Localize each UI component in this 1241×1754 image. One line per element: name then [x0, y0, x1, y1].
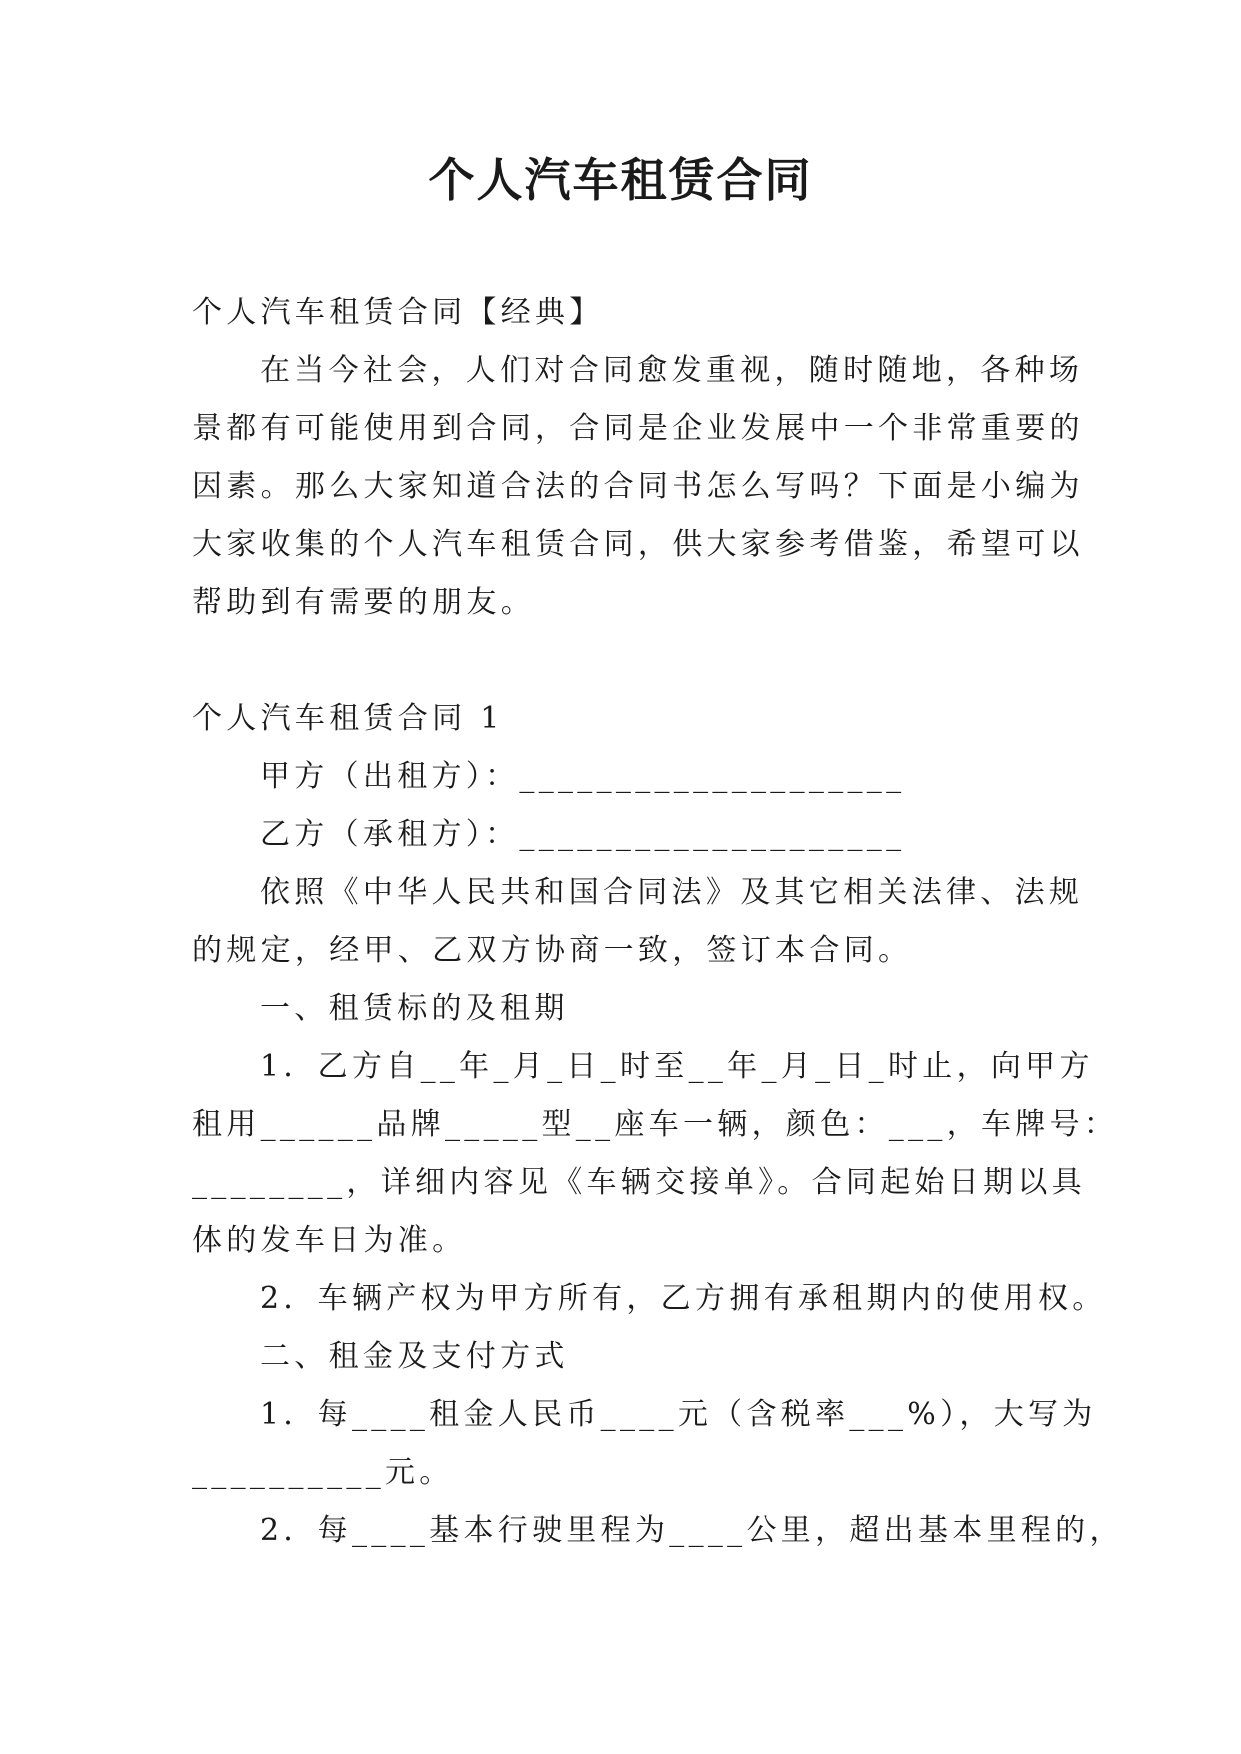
preamble-line: 的规定，经甲、乙双方协商一致，签订本合同。 [192, 933, 913, 968]
document-subtitle: 个人汽车租赁合同【经典】 [192, 295, 604, 330]
article-1-heading: 一、租赁标的及租期 [260, 991, 569, 1026]
intro-line: 大家收集的个人汽车租赁合同，供大家参考借鉴，希望可以 [192, 527, 1084, 562]
document-body [192, 284, 1124, 1560]
article-1-item-1-line: 体的发车日为准。 [192, 1223, 467, 1258]
article-2-item-2: 2．每____基本行驶里程为____公里，超出基本里程的， [260, 1513, 1124, 1548]
article-1-item-1-line: 租用______品牌_____型__座车一辆，颜色：___，车牌号： [192, 1107, 1119, 1142]
section-heading: 个人汽车租赁合同 1 [192, 701, 504, 736]
paragraph-gap [192, 632, 1062, 690]
intro-line: 景都有可能使用到合同，合同是企业发展中一个非常重要的 [192, 411, 1084, 446]
article-2-item-1-line: __________元。 [192, 1455, 454, 1490]
intro-line: 帮助到有需要的朋友。 [192, 585, 535, 620]
preamble-line: 依照《中华人民共和国合同法》及其它相关法律、法规 [260, 875, 1084, 910]
party-b-line: 乙方（承租方）：____________________ [260, 817, 906, 852]
document-title: 个人汽车租赁合同 [428, 153, 813, 207]
article-1-item-2: 2．车辆产权为甲方所有，乙方拥有承租期内的使用权。 [260, 1281, 1107, 1316]
article-2-item-1-line: 1．每____租金人民币____元（含税率___%），大写为 [260, 1397, 1097, 1432]
intro-line: 在当今社会，人们对合同愈发重视，随时随地，各种场 [260, 353, 1084, 388]
article-1-item-1-line: 1．乙方自__年_月_日_时至__年_月_日_时止，向甲方 [260, 1049, 1094, 1084]
article-1-item-1-line: ________，详细内容见《车辆交接单》。合同起始日期以具 [192, 1165, 1086, 1200]
article-2-heading: 二、租金及支付方式 [260, 1339, 569, 1374]
party-a-line: 甲方（出租方）：____________________ [260, 759, 906, 794]
intro-line: 因素。那么大家知道合法的合同书怎么写吗？下面是小编为 [192, 469, 1084, 504]
